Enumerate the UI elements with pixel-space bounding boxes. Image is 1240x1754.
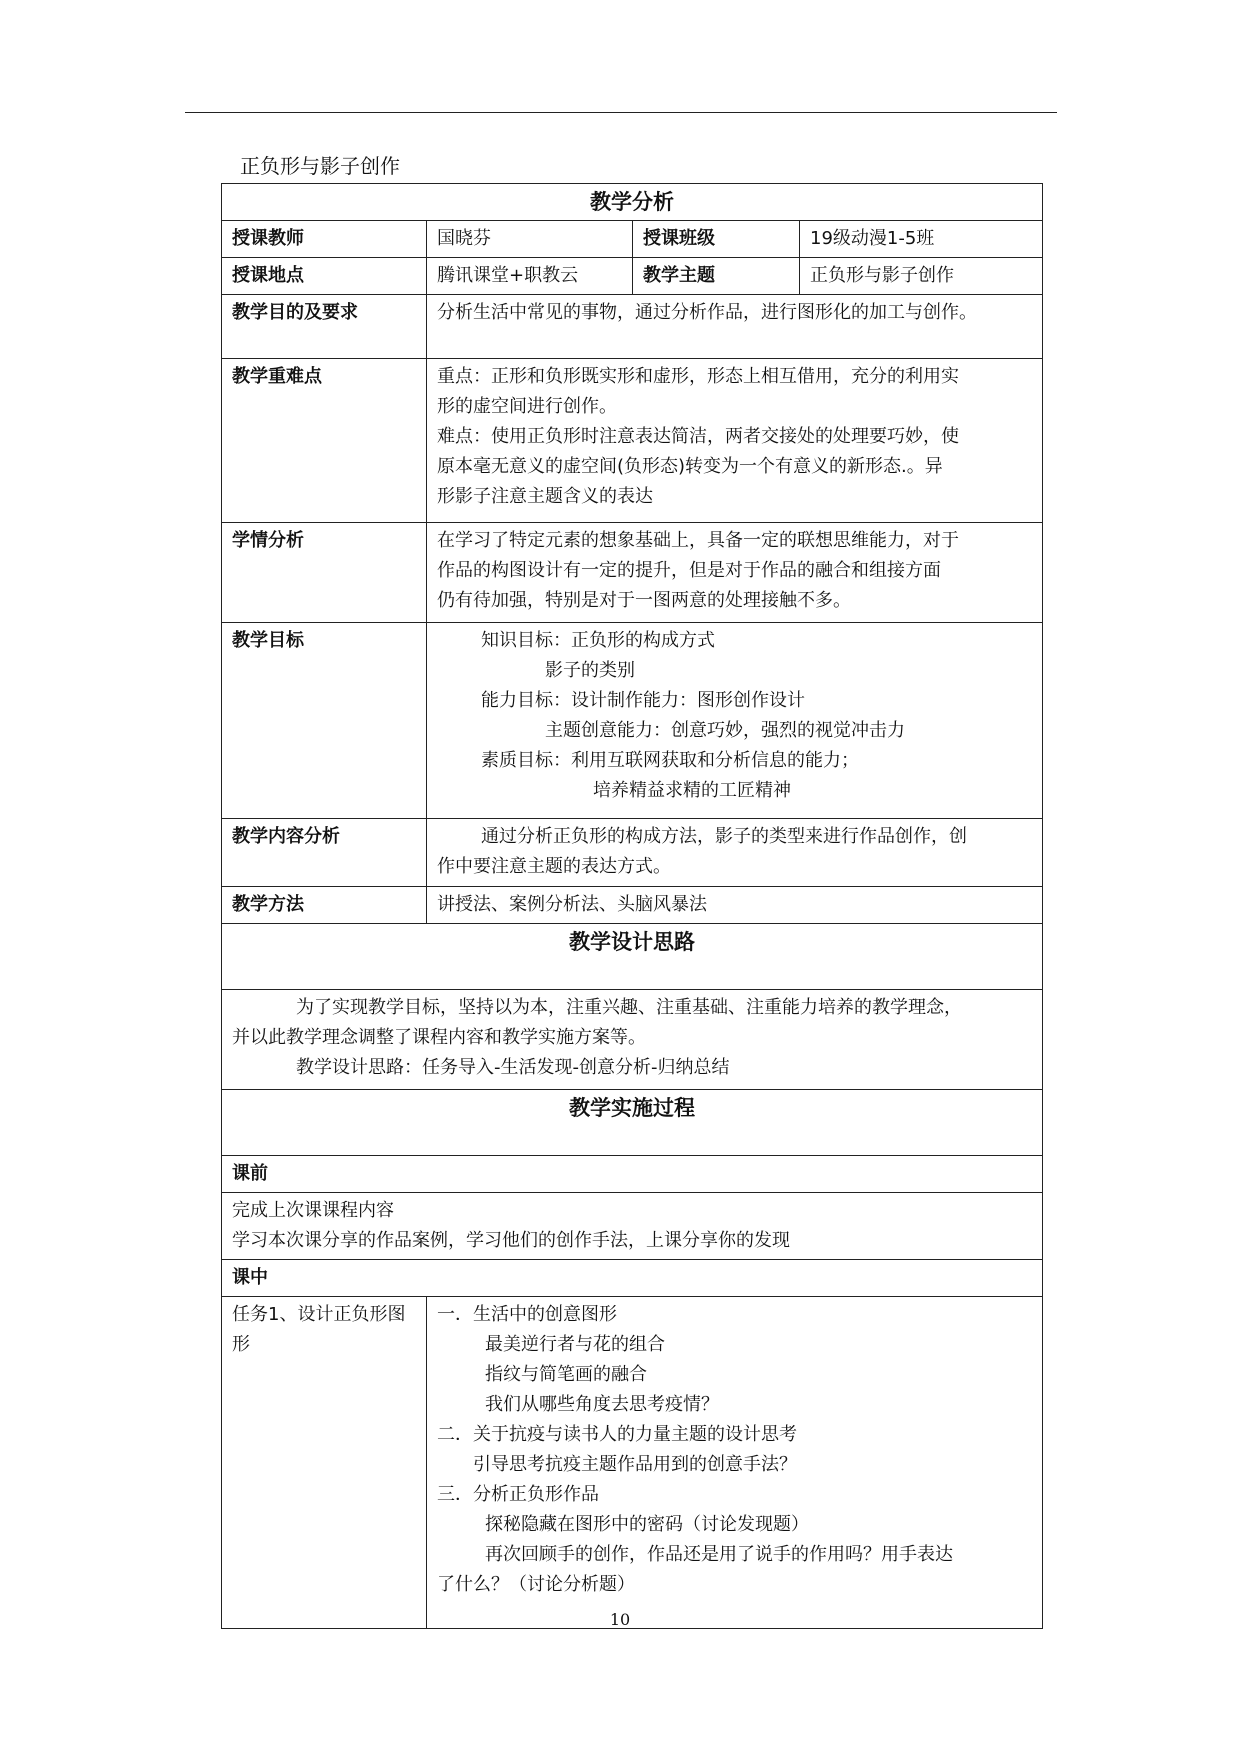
- keypoints-line: 形的虚空间进行创作。: [437, 396, 617, 417]
- goals-line: 影子的类别: [545, 660, 635, 681]
- class-label: 授课班级: [633, 221, 800, 258]
- students-line: 作品的构图设计有一定的提升，但是对于作品的融合和组接方面: [437, 560, 941, 581]
- teacher-label: 授课教师: [222, 221, 427, 258]
- document-title: 正负形与影子创作: [240, 154, 400, 178]
- before-class-label: 课前: [222, 1156, 1043, 1193]
- class-value: 19级动漫1-5班: [800, 221, 1043, 258]
- before-class-content: [222, 1193, 1043, 1260]
- during-class-label: 课中: [222, 1260, 1043, 1297]
- task-line: 探秘隐藏在图形中的密码（讨论发现题）: [485, 1514, 809, 1535]
- keypoints-line: 重点：正形和负形既实形和虚形，形态上相互借用，充分的利用实: [437, 366, 959, 387]
- purpose-value: 分析生活中常见的事物，通过分析作品，进行图形化的加工与创作。: [427, 295, 1043, 359]
- lesson-plan-table: [221, 183, 1043, 1629]
- task-line: 我们从哪些角度去思考疫情？: [485, 1394, 719, 1415]
- task-line: 指纹与简笔画的融合: [485, 1364, 647, 1385]
- goals-line: 主题创意能力：创意巧妙，强烈的视觉冲击力: [545, 720, 905, 741]
- task-line: 一．生活中的创意图形: [437, 1304, 617, 1325]
- topic-value: 正负形与影子创作: [800, 258, 1043, 295]
- design-line: 并以此教学理念调整了课程内容和教学实施方案等。: [232, 1027, 646, 1048]
- content-value: [427, 819, 1043, 887]
- design-text: [222, 990, 1043, 1090]
- goals-line: 培养精益求精的工匠精神: [593, 780, 791, 801]
- keypoints-line: 形影子注意主题含义的表达: [437, 486, 653, 507]
- task-line: 再次回顾手的创作，作品还是用了说手的作用吗？用手表达: [485, 1544, 953, 1565]
- location-label: 授课地点: [222, 258, 427, 295]
- students-line: 仍有待加强，特别是对于一图两意的处理接触不多。: [437, 590, 851, 611]
- before-class-line: 学习本次课分享的作品案例，学习他们的创作手法，上课分享你的发现: [232, 1230, 790, 1251]
- goals-line: 素质目标：利用互联网获取和分析信息的能力；: [481, 750, 859, 771]
- header-rule: [185, 112, 1057, 113]
- design-line: 教学设计思路：任务导入-生活发现-创意分析-归纳总结: [296, 1057, 730, 1078]
- keypoints-value: [427, 359, 1043, 523]
- task-line: 引导思考抗疫主题作品用到的创意手法？: [473, 1454, 797, 1475]
- purpose-label: 教学目的及要求: [222, 295, 427, 359]
- content-line: 作中要注意主题的表达方式。: [437, 856, 671, 877]
- design-line: 为了实现教学目标，坚持以为本，注重兴趣、注重基础、注重能力培养的教学理念，: [296, 997, 962, 1018]
- goals-line: 知识目标：正负形的构成方式: [481, 630, 715, 651]
- task-label: 任务1、设计正负形图形: [222, 1297, 427, 1629]
- goals-line: 能力目标：设计制作能力：图形创作设计: [481, 690, 805, 711]
- section-heading-analysis: 教学分析: [222, 184, 1043, 221]
- method-value: 讲授法、案例分析法、头脑风暴法: [427, 887, 1043, 924]
- keypoints-line: 难点：使用正负形时注意表达简洁，两者交接处的处理要巧妙，使: [437, 426, 959, 447]
- task-line: 二．关于抗疫与读书人的力量主题的设计思考: [437, 1424, 797, 1445]
- goals-label: 教学目标: [222, 623, 427, 819]
- task-line: 三．分析正负形作品: [437, 1484, 599, 1505]
- method-label: 教学方法: [222, 887, 427, 924]
- students-line: 在学习了特定元素的想象基础上，具备一定的联想思维能力，对于: [437, 530, 959, 551]
- goals-value: [427, 623, 1043, 819]
- teacher-value: 国晓芬: [427, 221, 633, 258]
- task-line: 了什么？（讨论分析题）: [437, 1574, 635, 1595]
- keypoints-line: 原本毫无意义的虚空间(负形态)转变为一个有意义的新形态.。异: [437, 456, 943, 477]
- before-class-line: 完成上次课课程内容: [232, 1200, 394, 1221]
- location-value: 腾讯课堂+职教云: [427, 258, 633, 295]
- task-content: [427, 1297, 1043, 1629]
- topic-label: 教学主题: [633, 258, 800, 295]
- section-heading-process: 教学实施过程: [222, 1090, 1043, 1156]
- page-number: 10: [609, 1610, 631, 1629]
- keypoints-label: 教学重难点: [222, 359, 427, 523]
- section-heading-design: 教学设计思路: [222, 924, 1043, 990]
- content-line: 通过分析正负形的构成方法，影子的类型来进行作品创作，创: [481, 826, 967, 847]
- task-line: 最美逆行者与花的组合: [485, 1334, 665, 1355]
- content-label: 教学内容分析: [222, 819, 427, 887]
- students-label: 学情分析: [222, 523, 427, 623]
- students-value: [427, 523, 1043, 623]
